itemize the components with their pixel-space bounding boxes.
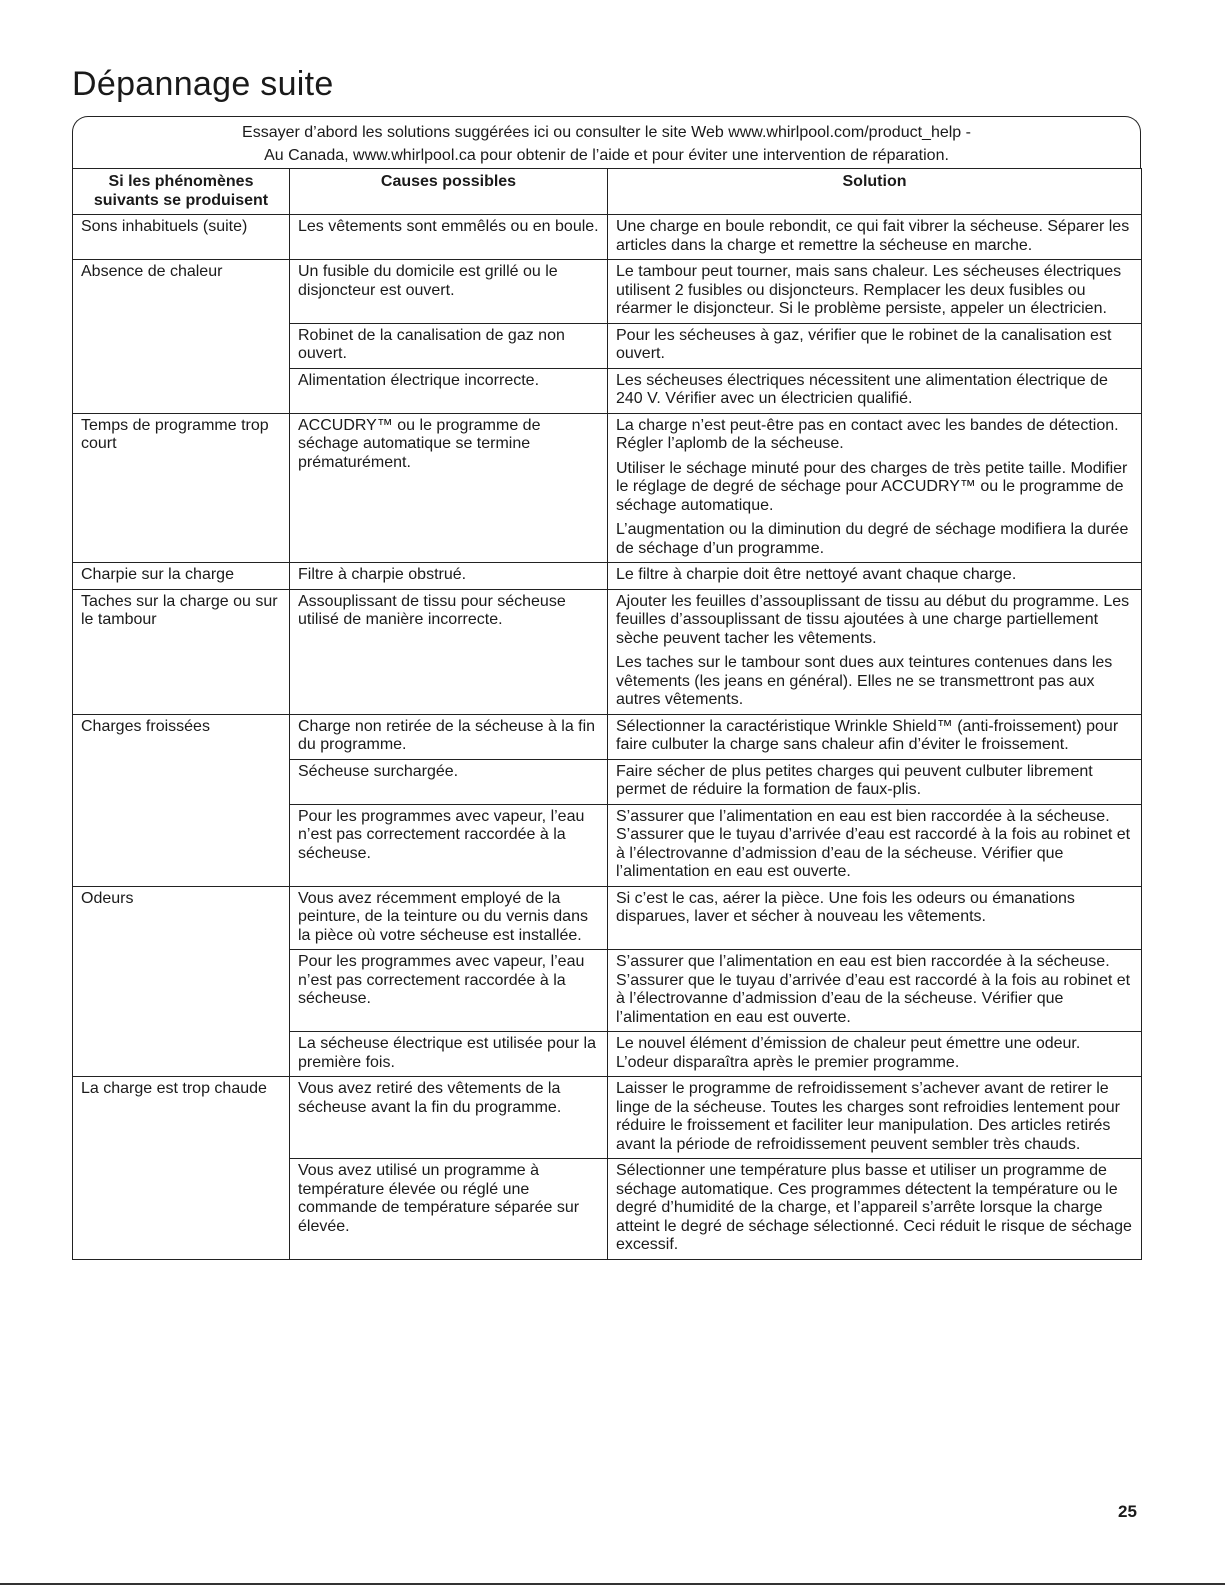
solution-cell bbox=[608, 1032, 1142, 1077]
solution-cell bbox=[608, 886, 1142, 950]
cause-cell: La sécheuse électrique est utilisée pour la première fois. bbox=[290, 1032, 608, 1077]
solution-cell bbox=[608, 413, 1142, 563]
table-body bbox=[73, 215, 1142, 1260]
table-row bbox=[73, 413, 1142, 563]
solution-cell bbox=[608, 323, 1142, 368]
cause-cell: Charge non retirée de la sécheuse à la fin du programme. bbox=[290, 714, 608, 759]
solution-paragraph: Les taches sur le tambour sont dues aux teintures contenues dans les vêtements (les jeans en général). Elles ne se transmettront pas aux autres vêtements. bbox=[616, 654, 1113, 708]
solution-paragraph: L’augmentation ou la diminution du degré de séchage modifiera la durée de séchage d’un programme. bbox=[616, 521, 1129, 557]
cause-cell: Alimentation électrique incorrecte. bbox=[290, 368, 608, 413]
cause-cell: Assouplissant de tissu pour sécheuse utilisé de manière incorrecte. bbox=[290, 589, 608, 714]
symptom-cell: Charges froissées bbox=[73, 714, 290, 886]
page-title: Dépannage suite bbox=[72, 65, 334, 103]
solution-paragraph: S’assurer que l’alimentation en eau est bien raccordée à la sécheuse. S’assurer que le tuyau d’arrivée d’eau est raccordé à la fois au robinet et à l’électrovanne d’admission d’eau de la sécheuse. Vérifier que l’alimentation en eau est ouverte. bbox=[616, 807, 1131, 880]
header-solution: Solution bbox=[608, 169, 1142, 215]
solution-paragraph: Une charge en boule rebondit, ce qui fait vibrer la sécheuse. Séparer les articles dans la charge et remettre la sécheuse en marche. bbox=[616, 218, 1130, 254]
solution-paragraph: Faire sécher de plus petites charges qui peuvent culbuter librement permet de réduire la formation de faux-plis. bbox=[616, 762, 1093, 798]
intro-text bbox=[72, 121, 1141, 167]
solution-cell bbox=[608, 1159, 1142, 1260]
cause-cell: Pour les programmes avec vapeur, l’eau n’est pas correctement raccordée à la sécheuse. bbox=[290, 950, 608, 1032]
solution-cell bbox=[608, 950, 1142, 1032]
solution-cell bbox=[608, 1077, 1142, 1159]
cause-cell: Filtre à charpie obstrué. bbox=[290, 563, 608, 590]
symptom-cell: Taches sur la charge ou sur le tambour bbox=[73, 589, 290, 714]
solution-paragraph: Le filtre à charpie doit être nettoyé avant chaque charge. bbox=[616, 566, 1017, 583]
solution-paragraph: La charge n’est peut-être pas en contact avec les bandes de détection. Régler l’aplomb de la sécheuse. bbox=[616, 416, 1119, 452]
solution-cell bbox=[608, 804, 1142, 886]
solution-paragraph: Sélectionner la caractéristique Wrinkle Shield™ (anti-froissement) pour faire culbuter la charge sans chaleur afin d’éviter le froissement. bbox=[616, 717, 1119, 753]
header-symptom-line-1: Si les phénomènes bbox=[108, 173, 254, 190]
cause-cell: Les vêtements sont emmêlés ou en boule. bbox=[290, 215, 608, 260]
solution-cell bbox=[608, 368, 1142, 413]
solution-paragraph: S’assurer que l’alimentation en eau est bien raccordée à la sécheuse. S’assurer que le tuyau d’arrivée d’eau est raccordé à la fois au robinet et à l’électrovanne d’admission d’eau de la sécheuse. Vérifier que l’alimentation en eau est ouverte. bbox=[616, 953, 1131, 1026]
symptom-cell: Odeurs bbox=[73, 886, 290, 1077]
solution-paragraph: Les sécheuses électriques nécessitent une alimentation électrique de 240 V. Vérifier avec un électricien qualifié. bbox=[616, 371, 1108, 407]
page-number: 25 bbox=[1118, 1502, 1137, 1521]
symptom-cell: Charpie sur la charge bbox=[73, 563, 290, 590]
solution-cell bbox=[608, 260, 1142, 324]
solution-paragraph: Sélectionner une température plus basse et utiliser un programme de séchage automatique. Ces programmes détectent la température ou le degré d’humidité de la charge, et l’appareil s’arrête lorsque la charge atteint le degré de séchage sélectionné. Ceci réduit le risque de séchage excessif. bbox=[616, 1162, 1132, 1253]
cause-cell: Vous avez récemment employé de la peinture, de la teinture ou du vernis dans la pièce où votre sécheuse est installée. bbox=[290, 886, 608, 950]
cause-cell: Un fusible du domicile est grillé ou le disjoncteur est ouvert. bbox=[290, 260, 608, 324]
solution-cell bbox=[608, 215, 1142, 260]
table-row bbox=[73, 260, 1142, 324]
symptom-cell: La charge est trop chaude bbox=[73, 1077, 290, 1260]
header-symptom bbox=[73, 169, 290, 215]
cause-cell: Robinet de la canalisation de gaz non ouvert. bbox=[290, 323, 608, 368]
table-row bbox=[73, 589, 1142, 714]
header-symptom-line-2: suivants se produisent bbox=[93, 191, 269, 209]
solution-paragraph: Utiliser le séchage minuté pour des charges de très petite taille. Modifier le réglage de degré de séchage pour ACCUDRY™ ou le programme de séchage automatique. bbox=[616, 459, 1128, 514]
solution-paragraph: Le tambour peut tourner, mais sans chaleur. Les sécheuses électriques utilisent 2 fusibles ou disjoncteurs. Remplacer les deux fusibles ou réarmer le disjoncteur. Si le problème persiste, appeler un électricien. bbox=[616, 263, 1122, 317]
solution-cell bbox=[608, 714, 1142, 759]
intro-line-1: Essayer d’abord les solutions suggérées ici ou consulter le site Web www.whirlpool.com/product_help - bbox=[242, 124, 971, 141]
table-header-row bbox=[73, 169, 1142, 215]
table-row bbox=[73, 1077, 1142, 1159]
symptom-cell: Temps de programme trop court bbox=[73, 413, 290, 563]
header-cause: Causes possibles bbox=[290, 169, 608, 215]
cause-cell: Vous avez utilisé un programme à température élevée ou réglé une commande de température séparée sur élevée. bbox=[290, 1159, 608, 1260]
table-row bbox=[73, 563, 1142, 590]
solution-cell bbox=[608, 589, 1142, 714]
cause-cell: Vous avez retiré des vêtements de la sécheuse avant la fin du programme. bbox=[290, 1077, 608, 1159]
symptom-cell: Absence de chaleur bbox=[73, 260, 290, 414]
symptom-cell: Sons inhabituels (suite) bbox=[73, 215, 290, 260]
solution-paragraph: Le nouvel élément d’émission de chaleur peut émettre une odeur. L’odeur disparaîtra après le premier programme. bbox=[616, 1035, 1081, 1071]
solution-paragraph: Laisser le programme de refroidissement s’achever avant de retirer le linge de la sécheuse. Toutes les charges sont refroidies lentement pour réduire le froissement et faciliter leur manipulation. Des articles retirés avant la période de refroidissement peuvent sembler très chauds. bbox=[616, 1080, 1121, 1153]
solution-cell bbox=[608, 759, 1142, 804]
solution-cell bbox=[608, 563, 1142, 590]
cause-cell: ACCUDRY™ ou le programme de séchage automatique se termine prématurément. bbox=[290, 413, 608, 563]
table-row bbox=[73, 714, 1142, 759]
solution-paragraph: Ajouter les feuilles d’assouplissant de tissu au début du programme. Les feuilles d’assouplissant de tissu ajoutées à une charge partiellement sèche peuvent tacher les vêtements. bbox=[616, 592, 1130, 647]
troubleshooting-table bbox=[72, 168, 1142, 1260]
cause-cell: Pour les programmes avec vapeur, l’eau n’est pas correctement raccordée à la sécheuse. bbox=[290, 804, 608, 886]
table-row bbox=[73, 215, 1142, 260]
table-row bbox=[73, 886, 1142, 950]
cause-cell: Sécheuse surchargée. bbox=[290, 759, 608, 804]
solution-paragraph: Si c’est le cas, aérer la pièce. Une fois les odeurs ou émanations disparues, laver et sécher à nouveau les vêtements. bbox=[616, 889, 1075, 925]
solution-paragraph: Pour les sécheuses à gaz, vérifier que le robinet de la canalisation est ouvert. bbox=[616, 326, 1112, 362]
intro-line-2: Au Canada, www.whirlpool.ca pour obtenir de l’aide et pour éviter une intervention de réparation. bbox=[264, 147, 949, 164]
